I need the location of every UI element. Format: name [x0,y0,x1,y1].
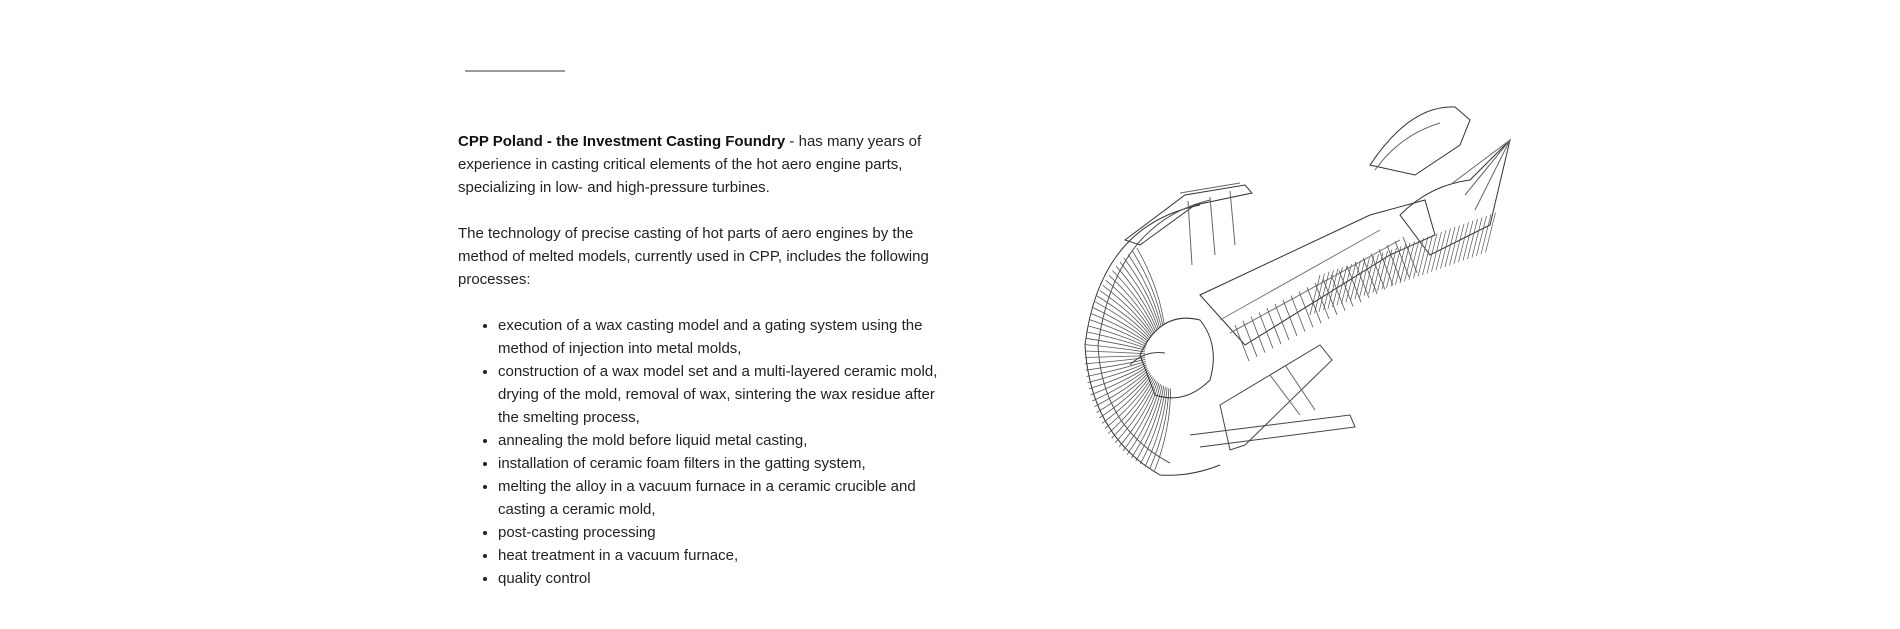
intro-text: - has many years of experience in casting critical elements of the hot aero engine parts, specializing in low- and high-pressure turbines. [458,133,922,196]
intro-paragraph [458,130,948,199]
process-item: • construction of a wax model set and a multi-layered ceramic mold, drying of the mold, removal of wax, sintering the wax residue after the smelting process, [498,360,948,429]
main-content [458,130,948,590]
turbofan-engine-cutaway-drawing [1070,105,1540,485]
process-item: • annealing the mold before liquid metal casting, [498,429,948,452]
process-item: • heat treatment in a vacuum furnace, [498,544,948,567]
process-item: • execution of a wax casting model and a gating system using the method of injection into metal molds, [498,314,948,360]
company-name: CPP Poland - the Investment Casting Foundry [458,133,786,150]
process-item: • post-casting processing [498,521,948,544]
process-list [458,314,948,590]
process-item: • quality control [498,567,948,590]
section-divider [465,70,565,72]
technology-paragraph: The technology of precise casting of hot parts of aero engines by the method of melted models, currently used in CPP, includes the following processes: [458,225,929,288]
process-item: • melting the alloy in a vacuum furnace in a ceramic crucible and casting a ceramic mold, [498,475,948,521]
process-item: • installation of ceramic foam filters in the gatting system, [498,452,948,475]
